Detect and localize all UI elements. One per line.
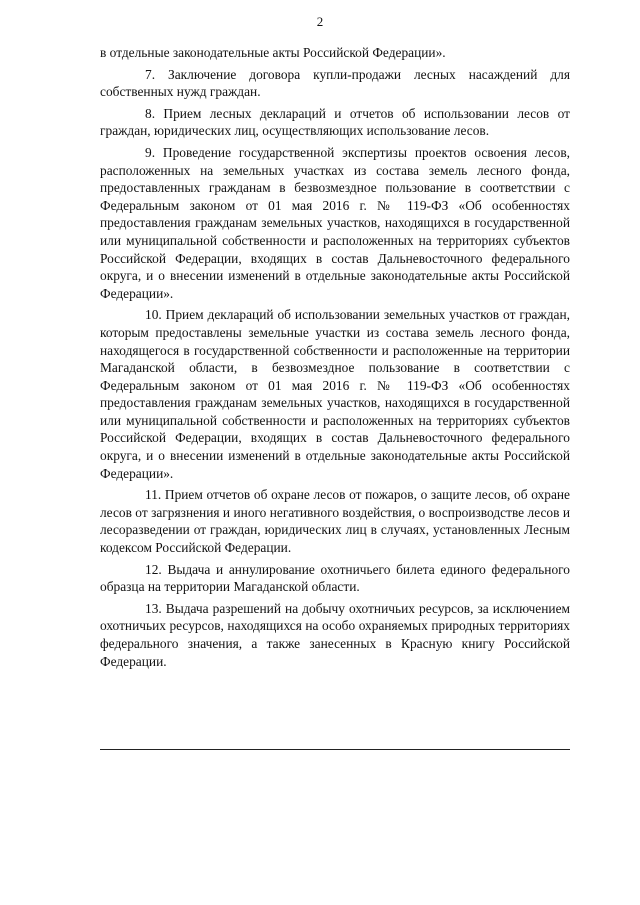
paragraph-item-9: 9. Проведение государственной экспертизы проектов освоения лесов, расположенных на земельных участках из состава земель лесного фонда, предоставленных гражданам в безвозмездное пользование в соответствии с Федеральным законом от 01 мая 2016 г. № 119-ФЗ «Об особенностях предоставления гражданам земельных участков, находящихся в государственной или муниципальной собственности и расположенных на территориях субъектов Российской Федерации, входящих в состав Дальневосточного федерального округа, и о внесении изменений в отдельные законодательные акты Российской Федерации». [100,144,570,301]
paragraph-item-8: 8. Прием лесных деклараций и отчетов об использовании лесов от граждан, юридических лиц, осуществляющих использование лесов. [100,105,570,139]
paragraph-item-11: 11. Прием отчетов об охране лесов от пожаров, о защите лесов, об охране лесов от загрязнения и иного негативного воздействия, о воспроизводстве лесов и лесоразведении от граждан, юридических лиц в случаях, установленных Лесным кодексом Российской Федерации. [100,487,570,556]
paragraph-item-13: 13. Выдача разрешений на добычу охотничьих ресурсов, за исключением охотничьих ресурсов, находящихся на особо охраняемых природных территориях федерального значения, а также занесенных в Красную книгу Российской Федерации. [100,600,570,669]
paragraph-item-10: 10. Прием деклараций об использовании земельных участков от граждан, которым предоставлены земельные участки из состава земель лесного фонда, находящегося в государственной собственности и расположенные на территории Магаданской области, в безвозмездное пользование в соответствии с Федеральным законом от 01 мая 2016 г. № 119-ФЗ «Об особенностях предоставления гражданам земельных участков, находящихся в государственной или муниципальной собственности и расположенных на территориях субъектов Российской Федерации, входящих в состав Дальневосточного федерального округа, и о внесении изменений в отдельные законодательные акты Российской Федерации». [100,307,570,481]
paragraph-item-12: 12. Выдача и аннулирование охотничьего билета единого федерального образца на территории Магаданской области. [100,561,570,595]
paragraph-item-7: 7. Заключение договора купли-продажи лесных насаждений для собственных нужд граждан. [100,66,570,100]
separator-line [100,749,570,750]
document-body [100,44,570,670]
paragraph-continuation: в отдельные законодательные акты Российской Федерации». [100,45,446,60]
page-number: 2 [316,14,324,29]
